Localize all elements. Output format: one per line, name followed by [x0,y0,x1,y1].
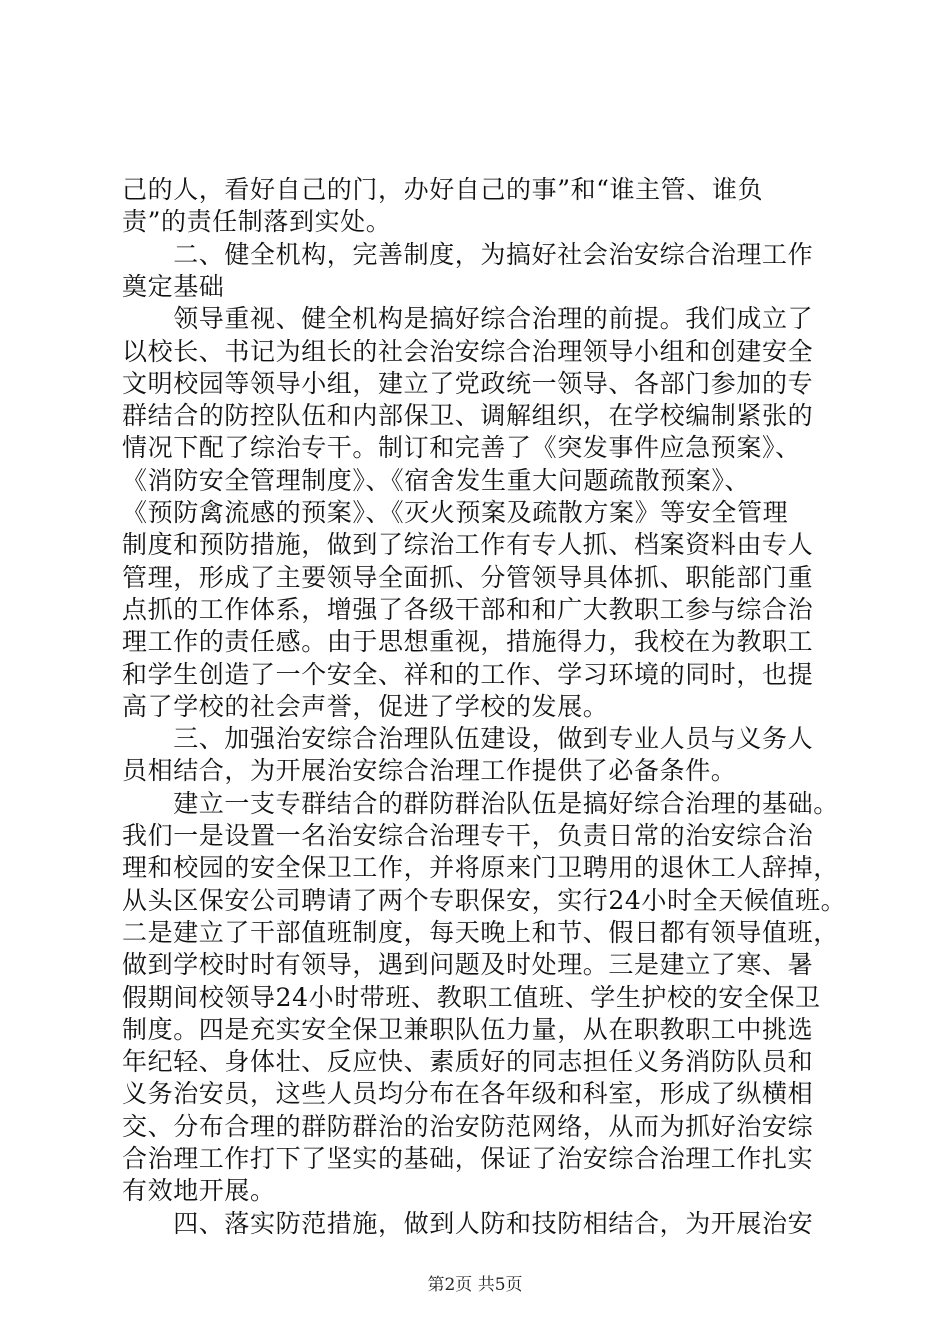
text-line: 理工作的责任感。由于思想重视，措施得力，我校在为教职工 [122,627,814,657]
text-line: 做到学校时时有领导，遇到问题及时处理。三是建立了寒、暑 [122,950,814,980]
text-line: 合治理工作打下了坚实的基础，保证了治安综合治理工作扎实 [122,1144,814,1173]
text-line: 假期间校领导24小时带班、教职工值班、学生护校的安全保卫 [122,982,821,1012]
text-line: 四、落实防范措施，做到人防和技防相结合，为开展治安 [122,1208,814,1238]
text-line: 三、加强治安综合治理队伍建设，做到专业人员与义务人 [122,724,814,754]
text-line: 和学生创造了一个安全、祥和的工作、学习环境的同时，也提 [122,659,814,689]
text-line: 以校长、书记为组长的社会治安综合治理领导小组和创建安全 [122,336,814,366]
text-line: 从头区保安公司聘请了两个专职保安，实行24小时全天候值班。 [122,885,847,915]
text-line: 义务治安员，这些人员均分布在各年级和科室，形成了纵横相 [122,1079,814,1109]
text-line: 《预防禽流感的预案》、《灭火预案及疏散方案》等安全管理 [122,498,789,527]
text-line: 点抓的工作体系，增强了各级干部和和广大教职工参与综合治 [122,594,814,624]
text-line: 情况下配了综治专干。制订和完善了《突发事件应急预案》、 [122,433,801,463]
text-line: 管理，形成了主要领导全面抓、分管领导具体抓、职能部门重 [122,562,814,592]
text-line: 二是建立了干部值班制度，每天晚上和节、假日都有领导值班， [122,917,839,947]
text-line: 制度。四是充实安全保卫兼职队伍力量，从在职教职工中挑选 [122,1014,814,1044]
text-line: 群结合的防控队伍和内部保卫、调解组织，在学校编制紧张的 [122,401,814,431]
text-line: 员相结合，为开展治安综合治理工作提供了必备条件。 [122,756,737,786]
text-line: 建立一支专群结合的群防群治队伍是搞好综合治理的基础。 [122,788,839,818]
text-line: 领导重视、健全机构是搞好综合治理的前提。我们成立了 [122,304,814,334]
text-line: 文明校园等领导小组，建立了党政统一领导、各部门参加的专 [122,368,814,398]
text-line: 年纪轻、身体壮、反应快、素质好的同志担任义务消防队员和 [122,1047,814,1077]
text-line: 我们一是设置一名治安综合治理专干，负责日常的治安综合治 [122,821,814,850]
text-line: 交、分布合理的群防群治的治安防范网络，从而为抓好治安综 [122,1111,814,1141]
text-line: 制度和预防措施，做到了综治工作有专人抓、档案资料由专人 [122,530,814,560]
text-line: 奠定基础 [122,271,225,301]
text-line: 二、健全机构，完善制度，为搞好社会治安综合治理工作 [122,239,814,269]
text-line: 责”的责任制落到实处。 [122,207,392,237]
text-line: 《消防安全管理制度》、《宿舍发生重大问题疏散预案》、 [122,465,751,495]
text-line: 己的人，看好自己的门，办好自己的事”和“谁主管、谁负 [122,175,764,204]
page-footer: 第2页 共5页 [427,1275,523,1295]
text-line: 高了学校的社会声誉，促进了学校的发展。 [122,691,609,721]
text-line: 有效地开展。 [122,1176,276,1206]
text-line: 理和校园的安全保卫工作，并将原来门卫聘用的退休工人辞掉， [122,853,839,883]
